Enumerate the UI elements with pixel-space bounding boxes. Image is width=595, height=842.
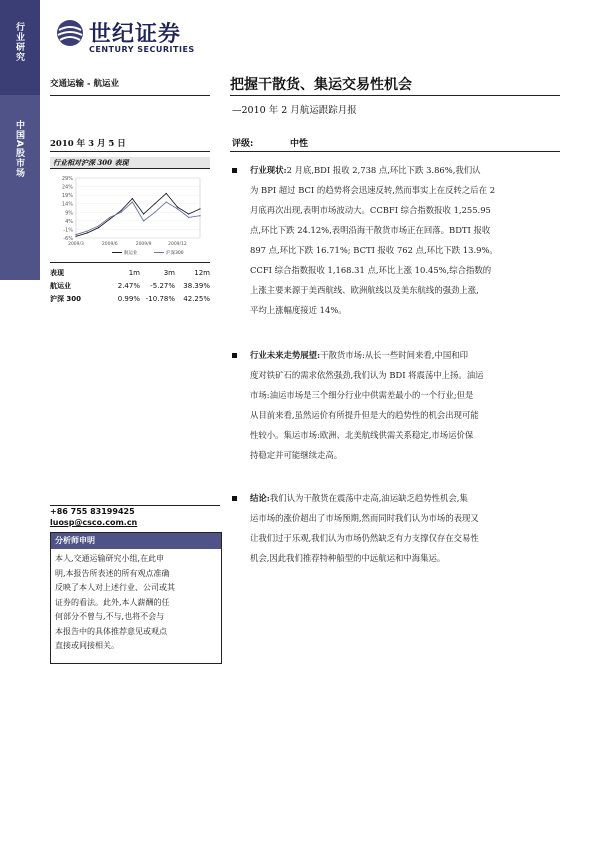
analyst-line: 反映了本人对上述行业、公司或其 — [55, 583, 175, 592]
series-point — [199, 215, 200, 216]
x-tick-label: 2009/12 — [168, 242, 187, 247]
section-heading: 结论: — [250, 493, 270, 503]
y-tick-label: 9% — [65, 210, 73, 217]
series-point — [120, 212, 121, 213]
sidebar-top-label: 行业研究 — [14, 22, 24, 62]
section-heading: 行业未来走势展望: — [250, 350, 321, 360]
y-tick-label: 4% — [65, 218, 73, 225]
logo-chinese-name: 世纪证券 — [89, 22, 182, 47]
row-name: 航运业 — [50, 282, 71, 290]
row-value-1m: 0.99% — [117, 295, 140, 303]
logo-english-name: CENTURY SECURITIES — [89, 45, 195, 54]
x-tick-label: 2009/9 — [135, 242, 152, 247]
series-point — [199, 208, 200, 209]
section-body — [232, 488, 562, 568]
series-line — [76, 193, 200, 236]
report-date: 2010 年 3 月 5 日 — [50, 139, 126, 149]
rating-divider — [230, 151, 560, 152]
header-divider-right — [230, 95, 560, 96]
rating-label: 评级: — [232, 139, 254, 149]
series-point — [166, 201, 167, 202]
section-line: 运市场的涨价超出了市场预期,然而同时我们认为市场的表现又 — [250, 513, 479, 523]
bullet-icon — [232, 496, 237, 501]
series-point — [154, 203, 155, 204]
section-line: 持稳定并可能继续走高。 — [250, 450, 343, 460]
analyst-statement-body — [51, 549, 221, 657]
x-tick-label: 2009/3 — [68, 242, 84, 247]
section-line: CCFI 综合指数报收 1,168.31 点,环比上涨 10.45%,综合指数的 — [250, 265, 492, 275]
series-point — [177, 207, 178, 208]
row-name: 沪深 300 — [50, 295, 82, 303]
section-line: 让我们过于乐观,我们认为市场仍然缺乏有力支撑仅存在交易性 — [250, 533, 479, 543]
series-point — [132, 198, 133, 199]
section-line: 度对铁矿石的需求依然强劲,我们认为 BDI 将震荡中上扬。油运 — [250, 370, 484, 380]
section-conclusion — [232, 488, 562, 568]
contact-phone: +86 755 83199425 — [50, 507, 135, 516]
y-tick-label: -1% — [63, 227, 73, 234]
section-body — [232, 345, 562, 465]
row-value-1m: 2.47% — [117, 282, 140, 290]
section-line: 机会,因此我们推荐特种船型的中远航运和中海集运。 — [250, 553, 446, 563]
section-line — [250, 345, 562, 365]
analyst-line: 直接或间接相关。 — [55, 641, 119, 650]
section-text: 干散货市场:从长一些时间来看,中国和印 — [320, 350, 468, 360]
section-text: 我们认为干散货在震荡中走高,油运缺乏趋势性机会,集 — [269, 493, 468, 503]
series-point — [87, 231, 88, 232]
report-title: 把握干散货、集运交易性机会 — [230, 77, 412, 93]
series-point — [109, 217, 110, 218]
y-tick-label: -6% — [63, 236, 73, 242]
analyst-line: 证券的看法。此外,本人薪酬的任 — [55, 597, 170, 607]
section-line: 市场:油运市场是三个细分行业中供需差最小的一个行业;但是 — [250, 390, 474, 400]
table-header-cell: 表现 — [50, 269, 64, 277]
section-heading: 行业现状: — [250, 165, 287, 175]
series-point — [75, 236, 76, 237]
chart-title-bar — [50, 157, 210, 169]
date-divider — [50, 151, 210, 152]
series-point — [143, 213, 144, 214]
section-industry-status — [232, 160, 562, 320]
section-line: 月底再次出现,表明市场波动大。CCBFI 综合指数报收 1,255.95 — [250, 205, 491, 215]
sidebar-top-band — [0, 0, 40, 95]
analyst-line: 本报告中的具体推荐意见或观点 — [55, 626, 167, 636]
row-value-12m: 38.39% — [183, 282, 210, 290]
bullet-icon — [232, 168, 237, 173]
series-point — [120, 210, 121, 211]
table-header-cell: 12m — [194, 269, 210, 277]
table-header-cell: 1m — [128, 269, 140, 277]
x-tick-label: 2009/6 — [101, 242, 118, 247]
analyst-statement-header: 分析师申明 — [51, 533, 221, 549]
y-tick-label: 14% — [61, 201, 73, 208]
contact-email[interactable]: luosp@csco.com.cn — [50, 518, 138, 527]
series-point — [188, 217, 189, 218]
section-outlook — [232, 345, 562, 465]
section-line: 从目前来看,虽然运价有所提升但是大的趋势性的机会出现可能 — [250, 410, 479, 420]
section-line: 上涨主要来源于美西航线、欧洲航线以及美东航线的强劲上涨, — [250, 285, 479, 295]
table-row — [50, 294, 210, 307]
y-tick-label: 24% — [61, 184, 73, 191]
section-line: 性较小。集运市场:欧洲、北美航线供需关系稳定,市场运价保 — [250, 430, 474, 440]
series-point — [166, 193, 167, 194]
section-line — [250, 160, 562, 180]
contact-divider — [50, 505, 220, 506]
section-text: 2 月底,BDI 报收 2,738 点,环比下跌 3.86%,我们认 — [286, 165, 481, 175]
section-line: 897 点,环比下跌 16.71%; BCTI 报收 762 点,环比下跌 13.9%。 — [250, 245, 498, 255]
series-point — [132, 201, 133, 202]
section-line — [250, 488, 562, 508]
table-row — [50, 281, 210, 294]
report-subtitle: —2010 年 2 月航运跟踪月报 — [232, 105, 357, 116]
section-body — [232, 160, 562, 320]
y-tick-label: 29% — [61, 176, 73, 182]
performance-table — [50, 268, 210, 307]
header-divider-left — [50, 95, 210, 96]
chart-bottom-divider — [50, 262, 210, 263]
legend-label: 沪深300 — [166, 251, 184, 256]
series-point — [98, 225, 99, 226]
bullet-icon — [232, 353, 237, 358]
analyst-statement-box — [50, 532, 222, 664]
table-header-row — [50, 268, 210, 281]
analyst-line: 本人,交通运输研究小组,在此申 — [55, 554, 165, 563]
company-logo — [55, 10, 205, 65]
series-point — [98, 227, 99, 228]
industry-label: 交通运输 - 航运业 — [50, 79, 119, 89]
row-value-3m: -5.27% — [150, 282, 175, 290]
section-line: 为 BPI 超过 BCI 的趋势将会迅速反转,然而事实上在反转之后在 2 — [250, 185, 496, 195]
y-tick-label: 19% — [61, 193, 73, 200]
table-header-cell: 3m — [163, 269, 175, 277]
chart-title: 行业相对沪深 300 表现 — [53, 158, 129, 167]
performance-chart — [50, 172, 210, 262]
series-point — [154, 212, 155, 213]
analyst-line: 何部分不曾与,不与,也将不会与 — [55, 612, 165, 621]
row-value-12m: 42.25% — [183, 295, 210, 303]
section-line: 点,环比下跌 24.12%,表明沿海干散货市场正在回落。BDTI 报收 — [250, 225, 491, 235]
sidebar-mid-band — [0, 95, 40, 280]
rating-value: 中性 — [290, 139, 309, 149]
series-point — [87, 232, 88, 233]
section-line: 平均上涨幅度接近 14%。 — [250, 305, 347, 315]
sidebar-mid-label: 中国A股市场 — [14, 120, 24, 178]
analyst-line: 明,本报告所表述的所有观点准确 — [55, 568, 170, 578]
series-point — [109, 219, 110, 220]
globe-icon — [55, 18, 85, 48]
plot-area — [76, 178, 200, 238]
row-value-3m: -10.78% — [145, 295, 175, 303]
series-point — [177, 208, 178, 209]
series-point — [188, 213, 189, 214]
series-point — [143, 220, 144, 221]
series-point — [75, 234, 76, 235]
legend-label: 航运业 — [124, 251, 138, 256]
